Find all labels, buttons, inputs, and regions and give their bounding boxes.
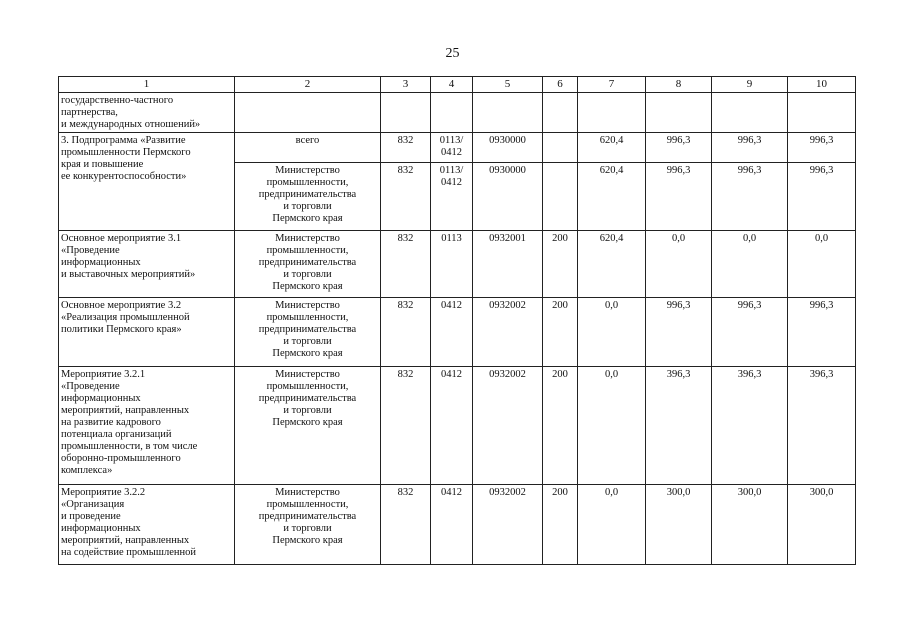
table-cell: 0113: [431, 231, 473, 298]
table-cell: 3. Подпрограмма «Развитие промышленности Пермского края и повышение ее конкурентоспособности»: [59, 133, 235, 231]
table-cell: 396,3: [646, 367, 712, 485]
column-header: 9: [712, 77, 788, 93]
table-cell: [543, 133, 578, 163]
column-header: 5: [473, 77, 543, 93]
table-row: [59, 298, 856, 367]
table-cell: [543, 163, 578, 231]
table-cell: государственно-частного партнерства, и международных отношений»: [59, 93, 235, 133]
table-cell: 0932002: [473, 298, 543, 367]
table-cell: 300,0: [788, 485, 856, 565]
table-cell: 200: [543, 485, 578, 565]
table-row: [59, 231, 856, 298]
table-cell: 0,0: [578, 485, 646, 565]
table-cell: 996,3: [788, 298, 856, 367]
column-header: 8: [646, 77, 712, 93]
table-cell: 0,0: [578, 367, 646, 485]
table-row: [59, 93, 856, 133]
table-cell: 996,3: [646, 163, 712, 231]
table-cell: 620,4: [578, 133, 646, 163]
table-cell: 0930000: [473, 163, 543, 231]
table-cell: Министерство промышленности, предпринимательства и торговли Пермского края: [235, 298, 381, 367]
table-cell: 0113/ 0412: [431, 133, 473, 163]
table-cell: [712, 93, 788, 133]
table-cell: 0412: [431, 367, 473, 485]
table-cell: 832: [381, 298, 431, 367]
table-cell: Министерство промышленности, предпринимательства и торговли Пермского края: [235, 485, 381, 565]
table-cell: 832: [381, 231, 431, 298]
table-cell: 996,3: [788, 163, 856, 231]
table-cell: 300,0: [646, 485, 712, 565]
table-cell: [381, 93, 431, 133]
table-cell: 996,3: [712, 163, 788, 231]
table-cell: [431, 93, 473, 133]
table-cell: 396,3: [712, 367, 788, 485]
table-cell: [235, 93, 381, 133]
table-cell: 0113/ 0412: [431, 163, 473, 231]
table-cell: Министерство промышленности, предпринимательства и торговли Пермского края: [235, 367, 381, 485]
table-cell: [473, 93, 543, 133]
table-cell: Основное мероприятие 3.2 «Реализация промышленной политики Пермского края»: [59, 298, 235, 367]
table-cell: 0932002: [473, 485, 543, 565]
table-cell: 996,3: [646, 133, 712, 163]
table-cell: 832: [381, 485, 431, 565]
table-cell: 832: [381, 133, 431, 163]
table-row: [59, 133, 856, 163]
table-header-row: [59, 77, 856, 93]
table-cell: Мероприятие 3.2.2 «Организация и проведение информационных мероприятий, направленных на содействие промышленной: [59, 485, 235, 565]
column-header: 2: [235, 77, 381, 93]
table-cell: 396,3: [788, 367, 856, 485]
column-header: 7: [578, 77, 646, 93]
table-cell: 996,3: [712, 133, 788, 163]
table-cell: 832: [381, 367, 431, 485]
table-cell: 200: [543, 298, 578, 367]
table-cell: всего: [235, 133, 381, 163]
table-row: [59, 367, 856, 485]
budget-table: [58, 76, 856, 565]
table-cell: [788, 93, 856, 133]
column-header: 4: [431, 77, 473, 93]
table-cell: 0930000: [473, 133, 543, 163]
table-cell: 620,4: [578, 163, 646, 231]
table-cell: 0,0: [788, 231, 856, 298]
table-cell: Министерство промышленности, предпринимательства и торговли Пермского края: [235, 231, 381, 298]
page-number: 25: [445, 46, 460, 61]
table-cell: 0,0: [578, 298, 646, 367]
table-cell: 0,0: [712, 231, 788, 298]
column-header: 6: [543, 77, 578, 93]
table-cell: [578, 93, 646, 133]
table-cell: [646, 93, 712, 133]
table-cell: 300,0: [712, 485, 788, 565]
table-cell: 832: [381, 163, 431, 231]
table-cell: 0412: [431, 485, 473, 565]
table-cell: [543, 93, 578, 133]
table-cell: 200: [543, 367, 578, 485]
table-cell: Мероприятие 3.2.1 «Проведение информационных мероприятий, направленных на развитие кадрового потенциала организаций промышленности, в том числе оборонно-промышленного комплекса»: [59, 367, 235, 485]
table-row: [59, 485, 856, 565]
table-cell: 996,3: [712, 298, 788, 367]
table-cell: 0932001: [473, 231, 543, 298]
table-cell: 996,3: [788, 133, 856, 163]
column-header: 10: [788, 77, 856, 93]
column-header: 1: [59, 77, 235, 93]
column-header: 3: [381, 77, 431, 93]
table-cell: 620,4: [578, 231, 646, 298]
table-cell: 0932002: [473, 367, 543, 485]
table-cell: 996,3: [646, 298, 712, 367]
table-cell: Министерство промышленности, предпринимательства и торговли Пермского края: [235, 163, 381, 231]
table-cell: 0412: [431, 298, 473, 367]
table-cell: 200: [543, 231, 578, 298]
table-cell: 0,0: [646, 231, 712, 298]
table-cell: Основное мероприятие 3.1 «Проведение информационных и выставочных мероприятий»: [59, 231, 235, 298]
